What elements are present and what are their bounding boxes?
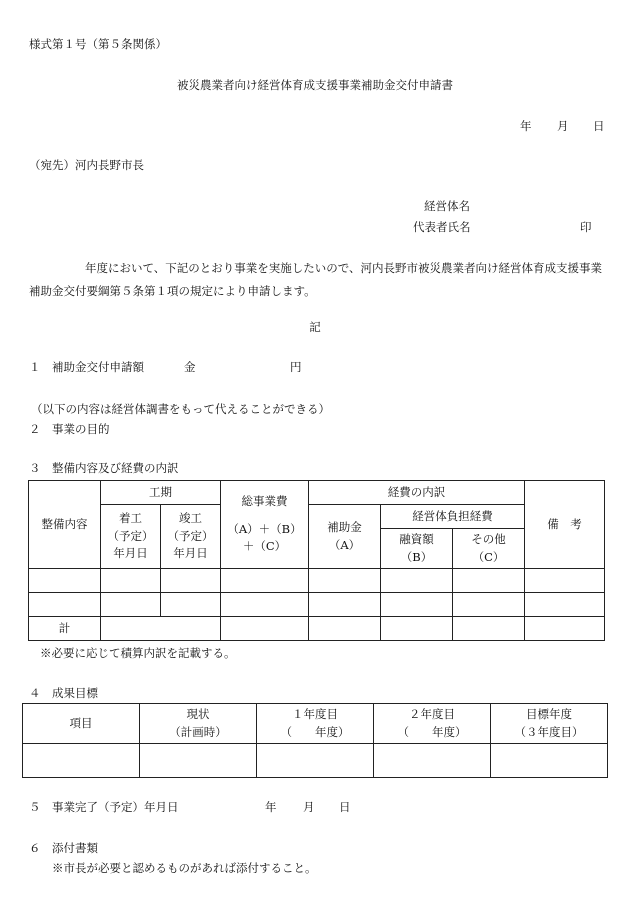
cell[interactable]: [29, 593, 101, 617]
application-statement: 年度において、下記のとおり事業を実施したいので、河内長野市被災農業者向け経営体育成支援事業補助金交付要綱第５条第１項の規定により申請します。: [29, 261, 603, 298]
form-number: 様式第１号（第５条関係）: [29, 37, 167, 51]
header-year-2: ２年度目 （ 年度）: [374, 704, 491, 744]
cell[interactable]: [23, 744, 140, 778]
header-period: 工期: [101, 481, 221, 505]
section-6-label: ６ 添付書類: [29, 841, 98, 855]
cost-breakdown-table: [28, 480, 605, 641]
section-3-note: ※必要に応じて積算内訳を記載する。: [40, 646, 236, 660]
cell[interactable]: [525, 569, 605, 593]
header-target-year: 目標年度 （３年度目）: [491, 704, 608, 744]
cell[interactable]: [374, 744, 491, 778]
cell[interactable]: [309, 569, 381, 593]
cell[interactable]: [309, 593, 381, 617]
cell[interactable]: [29, 569, 101, 593]
header-current: 現状 （計画時）: [140, 704, 257, 744]
cell[interactable]: [309, 617, 381, 641]
date-month: 月: [557, 119, 569, 133]
header-total: 総事業費 （A）＋（B） ＋（C）: [221, 481, 309, 569]
header-start: 着工 （予定） 年月日: [101, 505, 161, 569]
cell[interactable]: [161, 593, 221, 617]
cell[interactable]: [381, 569, 453, 593]
section-5-day: 日: [339, 800, 351, 814]
seal-mark: 印: [580, 220, 592, 234]
cell[interactable]: [221, 617, 309, 641]
section-6-note: ※市長が必要と認めるものがあれば添付すること。: [52, 861, 317, 875]
cell[interactable]: [161, 569, 221, 593]
date-year: 年: [520, 119, 532, 133]
cell[interactable]: [101, 593, 161, 617]
table-row: [29, 569, 605, 593]
section-5-month: 月: [303, 800, 315, 814]
cell[interactable]: [453, 569, 525, 593]
cell[interactable]: [101, 617, 221, 641]
header-subsidy: 補助金 （A）: [309, 505, 381, 569]
header-own-cost: 経営体負担経費: [381, 505, 525, 529]
header-end: 竣工 （予定） 年月日: [161, 505, 221, 569]
cell[interactable]: [140, 744, 257, 778]
header-loan: 融資額 （B）: [381, 529, 453, 569]
section-3-label: ３ 整備内容及び経費の内訳: [29, 461, 179, 475]
ki-marker: 記: [309, 320, 321, 334]
cell[interactable]: [525, 593, 605, 617]
cell[interactable]: [525, 617, 605, 641]
substitute-note: （以下の内容は経営体調書をもって代えることができる）: [31, 402, 330, 416]
section-2-label: ２ 事業の目的: [29, 422, 110, 436]
cell[interactable]: [257, 744, 374, 778]
cell[interactable]: [221, 569, 309, 593]
entity-name-label: 経営体名: [424, 199, 470, 213]
document-title: 被災農業者向け経営体育成支援事業補助金交付申請書: [177, 78, 453, 92]
cell[interactable]: [453, 593, 525, 617]
table-row: [29, 593, 605, 617]
outcome-target-table: [22, 703, 608, 778]
total-label: 計: [29, 617, 101, 641]
section-1-label: １ 補助金交付申請額: [29, 360, 144, 374]
cell[interactable]: [453, 617, 525, 641]
section-5-label: ５ 事業完了（予定）年月日: [29, 800, 179, 814]
representative-label: 代表者氏名: [413, 220, 471, 234]
addressee: （宛先）河内長野市長: [29, 158, 144, 172]
header-year-1: １年度目 （ 年度）: [257, 704, 374, 744]
section-5-year: 年: [265, 800, 277, 814]
header-breakdown: 経費の内訳: [309, 481, 525, 505]
total-row: [29, 617, 605, 641]
table-row: [23, 744, 608, 778]
header-item: 項目: [23, 704, 140, 744]
header-item: 整備内容: [29, 481, 101, 569]
cell[interactable]: [101, 569, 161, 593]
header-other: その他 （C）: [453, 529, 525, 569]
cell[interactable]: [221, 593, 309, 617]
header-remarks: 備 考: [525, 481, 605, 569]
cell[interactable]: [381, 593, 453, 617]
cell[interactable]: [491, 744, 608, 778]
section-1-yen: 円: [290, 360, 302, 374]
section-4-label: ４ 成果目標: [29, 686, 98, 700]
cell[interactable]: [381, 617, 453, 641]
date-day: 日: [593, 119, 605, 133]
section-1-kin: 金: [184, 360, 196, 374]
